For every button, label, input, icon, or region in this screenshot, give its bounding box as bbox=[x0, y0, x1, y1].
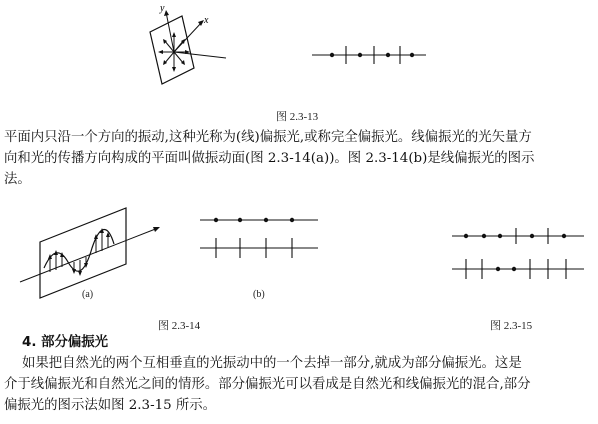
paragraph-line: 介于线偏振光和自然光之间的情形。部分偏振光可以看成是自然光和线偏振光的混合,部分 bbox=[4, 377, 531, 392]
paragraph-line: 平面内只沿一个方向的振动,这种光称为(线)偏振光,或称完全偏振光。线偏振光的光矢量方 bbox=[4, 130, 532, 145]
axis-y-label: y bbox=[160, 3, 165, 14]
paragraph-line: 向和光的传播方向构成的平面叫做振动面(图 2.3-14(a))。图 2.3-14(b)是线偏振光的图示 bbox=[4, 151, 535, 166]
paragraph-line: 偏振光的图示法如图 2.3-15 所示。 bbox=[4, 398, 217, 413]
figure-2-3-13-notation bbox=[308, 40, 428, 70]
figure-2-3-15-caption: 图 2.3-15 bbox=[490, 320, 533, 332]
paragraph-partial-polarization bbox=[4, 353, 594, 416]
figure-2-3-15-notation bbox=[448, 224, 588, 282]
paragraph-line: 如果把自然光的两个互相垂直的光振动中的一个去掉一部分,就成为部分偏振光。这是 bbox=[22, 356, 522, 371]
figure-2-3-13-caption: 图 2.3-13 bbox=[276, 111, 319, 123]
figure-2-3-14-caption: 图 2.3-14 bbox=[158, 320, 201, 332]
axis-x-label: x bbox=[204, 15, 209, 26]
paragraph-line: 法。 bbox=[4, 172, 31, 187]
figure-2-3-14a-label: (a) bbox=[82, 289, 94, 300]
figure-2-3-14b-label: (b) bbox=[253, 289, 265, 300]
paragraph-linear-polarization bbox=[4, 127, 594, 190]
figure-2-3-13-natural-light-diagram bbox=[138, 2, 228, 94]
figure-2-3-14b-notation bbox=[196, 208, 322, 266]
section-heading-partial-polarization: 4. 部分偏振光 bbox=[22, 335, 109, 350]
